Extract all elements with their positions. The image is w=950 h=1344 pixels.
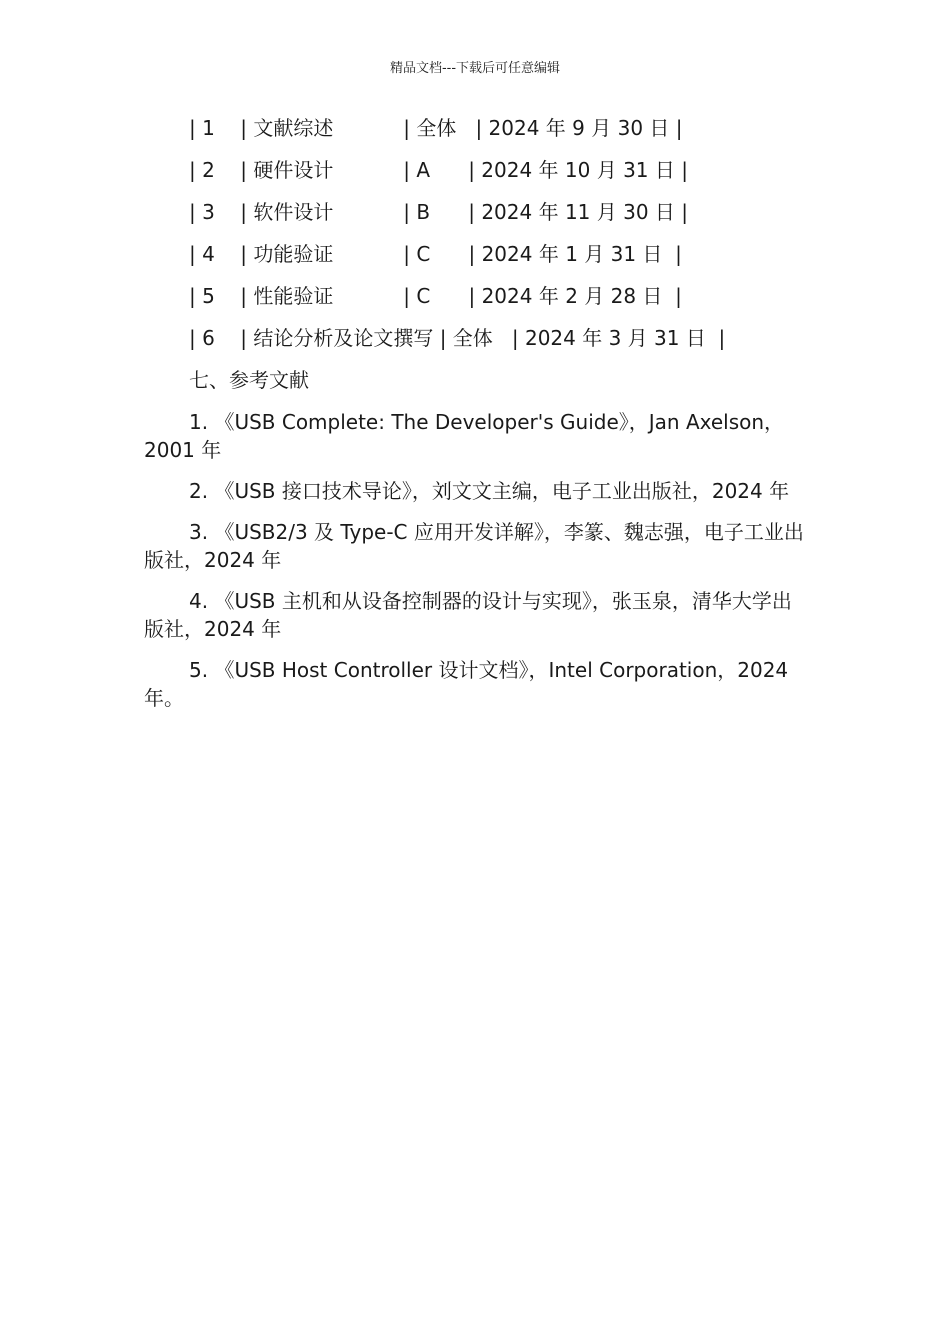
reference-item-4: 4. 《USB 主机和从设备控制器的设计与实现》，张玉泉，清华大学出版社，2024 年 xyxy=(144,589,792,641)
document-body xyxy=(144,114,809,725)
schedule-row-1: | 1 | 文献综述 | 全体 | 2024 年 9 月 30 日 | xyxy=(189,116,683,140)
reference-item-2: 2. 《USB 接口技术导论》，刘文文主编，电子工业出版社，2024 年 xyxy=(189,479,790,503)
reference-item-3: 3. 《USB2/3 及 Type-C 应用开发详解》，李篆、魏志强，电子工业出版社，2024 年 xyxy=(144,520,804,572)
schedule-row-4: | 4 | 功能验证 | C | 2024 年 1 月 31 日 | xyxy=(189,242,682,266)
schedule-row-3: | 3 | 软件设计 | B | 2024 年 11 月 30 日 | xyxy=(189,200,689,224)
schedule-row-6: | 6 | 结论分析及论文撰写 | 全体 | 2024 年 3 月 31 日 | xyxy=(189,326,726,350)
page-header: 精品文档---下载后可任意编辑 xyxy=(389,61,561,76)
references-heading: 七、参考文献 xyxy=(189,368,309,392)
schedule-row-5: | 5 | 性能验证 | C | 2024 年 2 月 28 日 | xyxy=(189,284,682,308)
reference-item-5: 5. 《USB Host Controller 设计文档》，Intel Corporation，2024 年。 xyxy=(144,658,789,710)
schedule-row-2: | 2 | 硬件设计 | A | 2024 年 10 月 31 日 | xyxy=(189,158,688,182)
reference-item-1: 1. 《USB Complete: The Developer's Guide》，Jan Axelson，2001 年 xyxy=(144,410,785,462)
